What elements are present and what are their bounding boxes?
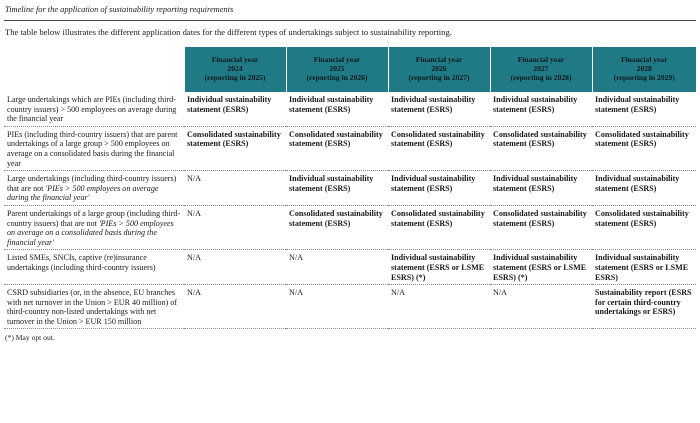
- table-cell: Consolidated sustainability statement (ESRS): [286, 126, 388, 170]
- row-label: Large undertakings (including third-country issuers) that are not 'PIEs > 500 employees on average during the financial year': [4, 171, 184, 206]
- header-corner: [4, 47, 184, 92]
- table-cell: Individual sustainability statement (ESRS): [592, 92, 696, 126]
- table-cell: Individual sustainability statement (ESRS or LSME ESRS): [592, 250, 696, 285]
- table-cell: Consolidated sustainability statement (ESRS): [490, 205, 592, 249]
- table-cell: Individual sustainability statement (ESRS): [286, 171, 388, 206]
- row-label: Listed SMEs, SNCIs, captive (re)insurance undertakings (including third-country issuers): [4, 250, 184, 285]
- column-header-fy2027: Financial year 2027 (reporting in 2028): [490, 47, 592, 92]
- table-cell: Individual sustainability statement (ESRS): [286, 92, 388, 126]
- table-cell: N/A: [184, 285, 286, 329]
- row-label: Parent undertakings of a large group (including third-country issuers) that are not 'PIEs > 500 employees on average on a consolidated basis during the financial year': [4, 205, 184, 249]
- row-label: PIEs (including third-country issuers) that are parent undertakings of a large group > 500 employees on average on a consolidated basis during the financial year: [4, 126, 184, 170]
- header-row: [4, 47, 696, 92]
- row-label: CSRD subsidiaries (or, in the absence, EU branches with net turnover in the Union > EUR 40 million) of third-country non-listed undertakings with net turnover in the Union > EUR 150 million: [4, 285, 184, 329]
- document-page: [4, 4, 696, 343]
- table-cell: Consolidated sustainability statement (ESRS): [592, 205, 696, 249]
- table-cell: N/A: [286, 250, 388, 285]
- table-cell: Consolidated sustainability statement (ESRS): [184, 126, 286, 170]
- column-header-fy2025: Financial year 2025 (reporting in 2026): [286, 47, 388, 92]
- table-row: [4, 205, 696, 249]
- table-cell: Consolidated sustainability statement (ESRS): [286, 205, 388, 249]
- table-cell: Individual sustainability statement (ESRS): [592, 171, 696, 206]
- table-cell: Individual sustainability statement (ESRS or LSME ESRS) (*): [490, 250, 592, 285]
- table-cell: N/A: [184, 205, 286, 249]
- table-cell: N/A: [286, 285, 388, 329]
- table-cell: Individual sustainability statement (ESRS): [184, 92, 286, 126]
- table-cell: N/A: [490, 285, 592, 329]
- table-cell: Individual sustainability statement (ESRS): [388, 171, 490, 206]
- column-header-fy2028: Financial year 2028 (reporting in 2029): [592, 47, 696, 92]
- table-row: [4, 126, 696, 170]
- column-header-fy2026: Financial year 2026 (reporting in 2027): [388, 47, 490, 92]
- table-cell: Individual sustainability statement (ESRS): [490, 171, 592, 206]
- table-cell: Individual sustainability statement (ESRS): [388, 92, 490, 126]
- table-cell: Consolidated sustainability statement (ESRS): [388, 126, 490, 170]
- row-label: Large undertakings which are PIEs (including third-country issuers) > 500 employees on average during the financial year: [4, 92, 184, 126]
- table-cell: N/A: [184, 171, 286, 206]
- table-row: [4, 92, 696, 126]
- table-row: [4, 250, 696, 285]
- table-caption: Timeline for the application of sustainability reporting requirements: [5, 5, 234, 14]
- table-cell: Consolidated sustainability statement (ESRS): [490, 126, 592, 170]
- table-cell: Consolidated sustainability statement (ESRS): [592, 126, 696, 170]
- table-cell: Individual sustainability statement (ESRS or LSME ESRS) (*): [388, 250, 490, 285]
- table-cell: Consolidated sustainability statement (ESRS): [388, 205, 490, 249]
- table-cell: Individual sustainability statement (ESRS): [490, 92, 592, 126]
- table-row: [4, 171, 696, 206]
- caption-rule: [4, 20, 696, 21]
- table-cell: N/A: [388, 285, 490, 329]
- table-cell: Sustainability report (ESRS for certain third-country undertakings or ESRS): [592, 285, 696, 329]
- intro-paragraph: The table below illustrates the different application dates for the different types of undertakings subject to sustainability reporting.: [5, 27, 452, 37]
- table-cell: N/A: [184, 250, 286, 285]
- column-header-fy2024: Financial year 2024 (reporting in 2025): [184, 47, 286, 92]
- table-row: [4, 285, 696, 329]
- footnote: (*) May opt out.: [5, 333, 55, 343]
- timeline-table: [4, 47, 696, 329]
